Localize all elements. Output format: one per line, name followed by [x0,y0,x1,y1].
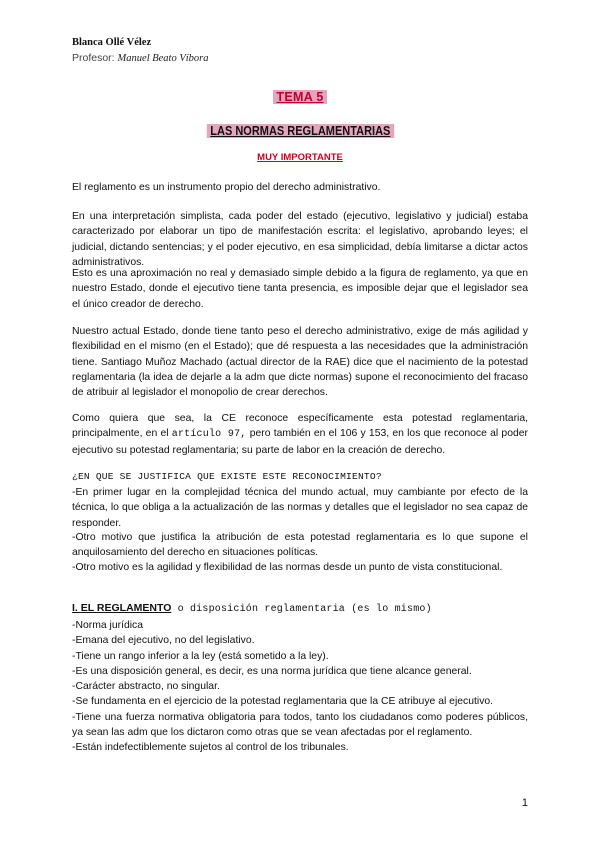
section-subtitle: o disposición reglamentaria (es lo mismo) [171,604,432,615]
title-text: LAS NORMAS REGLAMENTARIAS [206,124,393,138]
reason-item: -Otro motivo que justifica la atribución de esta potestad reglamentaria es lo que supone el anquilosamiento del derecho en situaciones políticas. [72,532,528,559]
characteristics-list [72,618,528,756]
ce-text-after: pero también en el 106 y 153, en los que reconoce al poder ejecutivo su potestad reglamentaria; su parte de labor en la creación de derecho. [72,428,528,456]
list-item: -Tiene un rango inferior a la ley (está sometido a la ley). [72,650,329,662]
list-item: -Se fundamenta en el ejercicio de la potestad reglamentaria que la CE atribuye al ejecutivo. [72,696,494,708]
paragraph-state: Nuestro actual Estado, donde tiene tanto peso el derecho administrativo, exige de más agilidad y flexibilidad en el mismo (en el Estado); que dé respuesta a las necesidades que la administración tiene. Santiago Muñoz Machado (actual director de la RAE) dice que el nacimiento de la potestad reglamentaria (la idea de dejarle a la adm que dicte normas) supone el reconocimiento del fracaso de atribuir al legislador el monopolio de crear derechos. [72,326,528,399]
professor-line [72,52,209,64]
paragraph-approximation: Esto es una aproximación no real y demasiado simple debido a la figura de reglamento, ya que en nuestro Estado, donde el ejecutivo tiene tanta presencia, es imposible dejar que el legislador sea el único creador de derecho. [72,268,528,310]
paragraph-intro: El reglamento es un instrumento propio del derecho administrativo. [72,182,381,193]
paragraph-interpretation: En una interpretación simplista, cada poder del estado (ejecutivo, legislativo y judicial) estaba caracterizado por elaborar un tipo de manifestación escrita: el legislativo, aprobando leyes; el judicial, dictando sentencias; y el poder ejecutivo, en esa simplicidad, debía limitarse a dictar actos administrativos. [72,211,528,268]
important-note: MUY IMPORTANTE [257,152,343,163]
list-item: -Norma jurídica [72,620,144,631]
section-heading [72,602,432,615]
page-number: 1 [521,797,528,809]
paragraph-ce [72,411,528,458]
list-item: -Carácter abstracto, no singular. [72,681,220,693]
reason-item: -En primer lugar en la complejidad técnica del mundo actual, muy cambiante por efecto de la técnica, lo que obliga a la actualización de las normas y detalles que el legislador no sea capaz de responder. [72,487,528,529]
question-heading: ¿EN QUE SE JUSTIFICA QUE EXISTE ESTE RECONOCIMIENTO? [72,471,382,482]
professor-label: Profesor: [72,52,115,64]
list-item: -Emana del ejecutivo, no del legislativo. [72,635,255,647]
section-title: I. EL REGLAMENTO [72,602,172,614]
article-reference: artículo 97, [171,429,247,441]
list-item: -Tiene una fuerza normativa obligatoria para todos, tanto los ciudadanos como poderes públicos, ya sean las adm que los dictaron como otras que se vean afectadas por el reglamento. [72,711,528,739]
ce-text-before: Como quiera que sea, la CE reconoce específicamente esta potestad reglamentaria, principalmente, en el [72,413,528,440]
list-item: -Están indefectiblemente sujetos al control de los tribunales. [72,742,349,754]
topic-label: TEMA 5 [273,90,326,104]
topic-number [0,88,600,106]
reason-item: -Otro motivo es la agilidad y flexibilidad de las normas desde un punto de vista constitucional. [72,562,503,573]
professor-name: Manuel Beato Víbora [117,53,209,64]
page-title [0,122,600,140]
author-name: Blanca Ollé Vélez [72,37,152,48]
list-item: -Es una disposición general, es decir, es una norma jurídica que tiene alcance general. [72,665,472,677]
